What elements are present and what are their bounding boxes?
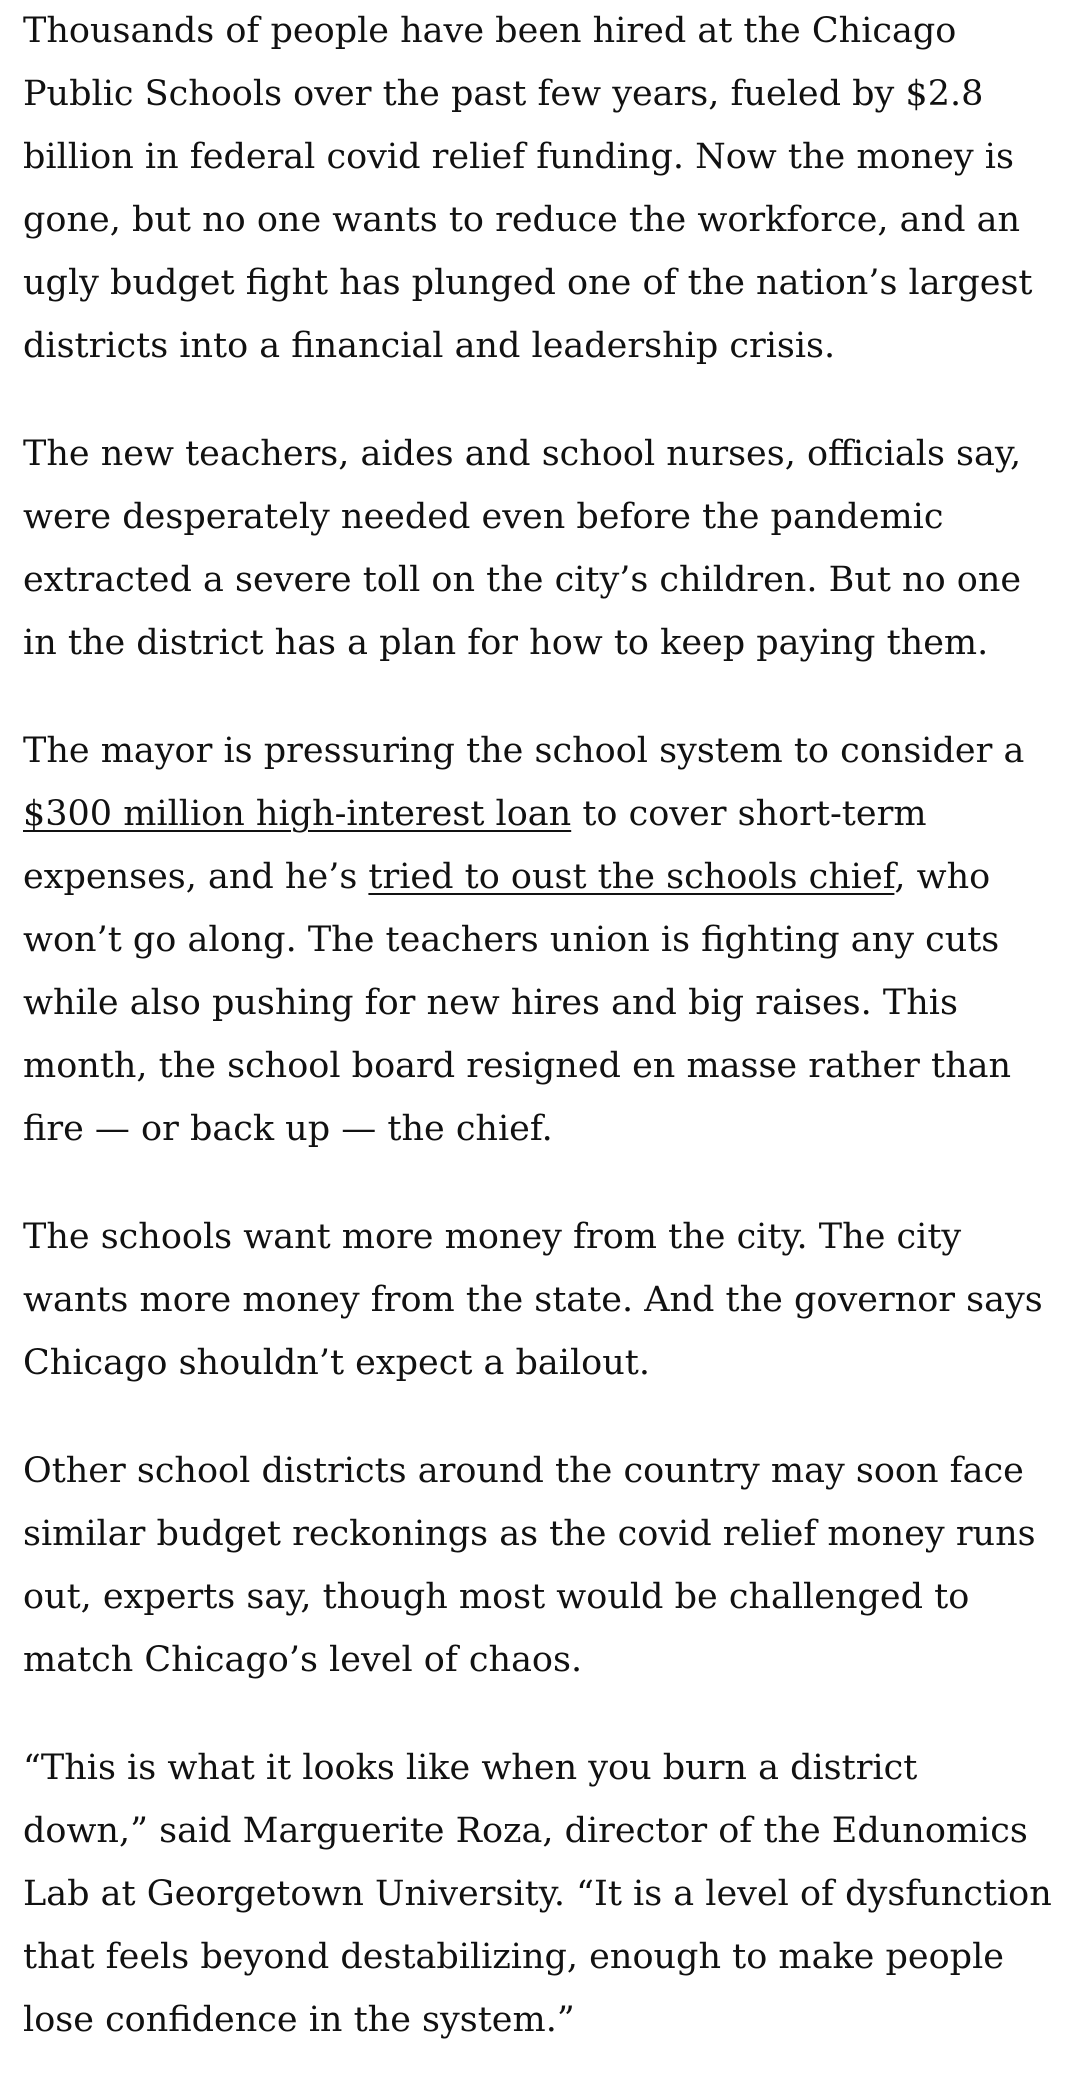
paragraph-2: The new teachers, aides and school nurses, officials say, were desperately needed even before the pandemic extracted a severe toll on the city’s children. But no one in the district has a plan for how to keep paying them. bbox=[23, 434, 1022, 663]
article-body bbox=[23, 0, 1053, 2097]
paragraph-3-text-3: , who won’t go along. The teachers union is fighting any cuts while also pushing for new hires and big raises. This month, the school board resigned en masse rather than fire — or back up — the chief. bbox=[23, 857, 1012, 1149]
paragraph-4: The schools want more money from the city. The city wants more money from the state. And the governor says Chicago shouldn’t expect a bailout. bbox=[23, 1217, 1043, 1383]
paragraph-6: “This is what it looks like when you burn a district down,” said Marguerite Roza, director of the Edunomics Lab at Georgetown University. “It is a level of dysfunction that feels beyond destabilizing, enough to make people lose confidence in the system.” bbox=[23, 1748, 1052, 2040]
oust-chief-link[interactable]: tried to oust the schools chief bbox=[368, 857, 895, 897]
paragraph-5: Other school districts around the country may soon face similar budget reckonings as the covid relief money runs out, experts say, though most would be challenged to match Chicago’s level of chaos. bbox=[23, 1451, 1036, 1680]
paragraph-3-text-1: The mayor is pressuring the school system to consider a bbox=[23, 731, 1025, 771]
paragraph-1: Thousands of people have been hired at the Chicago Public Schools over the past few years, fueled by $2.8 billion in federal covid relief funding. Now the money is gone, but no one wants to reduce the workforce, and an ugly budget fight has plunged one of the nation’s largest districts into a financial and leadership crisis. bbox=[23, 11, 1033, 366]
paragraph-3 bbox=[23, 720, 1053, 1161]
paragraph-3-text-2: to cover short-term expenses, and he’s bbox=[23, 794, 927, 897]
loan-link[interactable]: $300 million high-interest loan bbox=[23, 794, 572, 834]
